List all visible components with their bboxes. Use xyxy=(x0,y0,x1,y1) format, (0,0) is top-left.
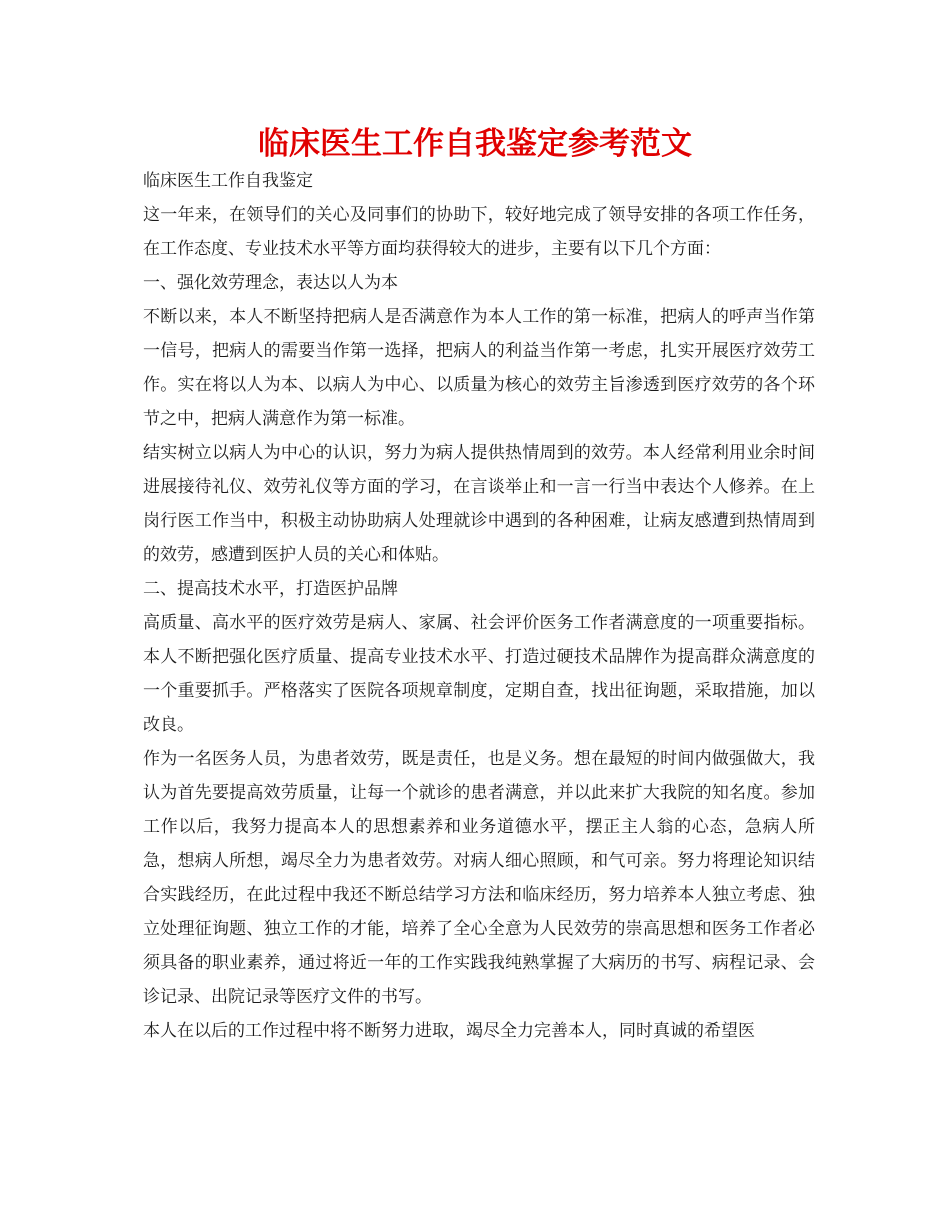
body-paragraph: 不断以来，本人不断坚持把病人是否满意作为本人工作的第一标准，把病人的呼声当作第一信号，把病人的需要当作第一选择，把病人的利益当作第一考虑，扎实开展医疗效劳工作。实在将以人为本、以病人为中心、以质量为核心的效劳主旨渗透到医疗效劳的各个环节之中，把病人满意作为第一标准。 xyxy=(143,307,815,429)
body-paragraph-continued: 本人在以后的工作过程中将不断努力进取，竭尽全力完善本人，同时真诚的希望医 xyxy=(143,1021,755,1041)
body-paragraph: 结实树立以病人为中心的认识，努力为病人提供热情周到的效劳。本人经常利用业余时间进展接待礼仪、效劳礼仪等方面的学习，在言谈举止和一言一行当中表达个人修养。在上岗行医工作当中，积极主动协助病人处理就诊中遇到的各种困难，让病友感遭到热情周到的效劳，感遭到医护人员的关心和体贴。 xyxy=(143,443,815,565)
body-paragraph: 高质量、高水平的医疗效劳是病人、家属、社会评价医务工作者满意度的一项重要指标。本人不断把强化医疗质量、提高专业技术水平、打造过硬技术品牌作为提高群众满意度的一个重要抓手。严格落实了医院各项规章制度，定期自查，找出征询题，采取措施，加以改良。 xyxy=(143,613,815,735)
body-paragraph-intro: 这一年来，在领导们的关心及同事们的协助下，较好地完成了领导安排的各项工作任务，在工作态度、专业技术水平等方面均获得较大的进步，主要有以下几个方面： xyxy=(143,205,815,259)
document-title: 临床医生工作自我鉴定参考范文 xyxy=(258,126,692,162)
document-body xyxy=(143,164,815,1048)
section-heading-1: 一、强化效劳理念，表达以人为本 xyxy=(143,273,398,293)
body-subtitle: 临床医生工作自我鉴定 xyxy=(143,171,313,191)
section-heading-2: 二、提高技术水平，打造医护品牌 xyxy=(143,579,398,599)
body-paragraph: 作为一名医务人员，为患者效劳，既是责任，也是义务。想在最短的时间内做强做大，我认为首先要提高效劳质量，让每一个就诊的患者满意，并以此来扩大我院的知名度。参加工作以后，我努力提高本人的思想素养和业务道德水平，摆正主人翁的心态，急病人所急，想病人所想，竭尽全力为患者效劳。对病人细心照顾，和气可亲。努力将理论知识结合实践经历，在此过程中我还不断总结学习方法和临床经历，努力培养本人独立考虑、独立处理征询题、独立工作的才能，培养了全心全意为人民效劳的崇高思想和医务工作者必须具备的职业素养，通过将近一年的工作实践我纯熟掌握了大病历的书写、病程记录、会诊记录、出院记录等医疗文件的书写。 xyxy=(143,749,815,1007)
